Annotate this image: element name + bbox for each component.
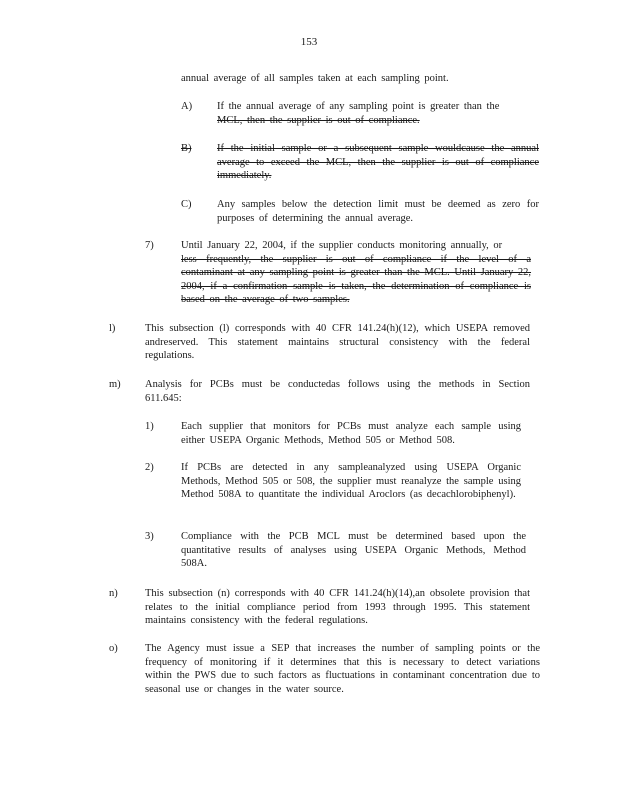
item-n-text: This subsection (n) corresponds with 40 CFR 141.24(h)(14),an obsolete provision that relates to the initial compliance period from 1993 through 1995. This statement maintains consistency with the federal regulations. — [145, 588, 530, 626]
item-m2-text: If PCBs are detected in any sampleanalyzed using USEPA Organic Methods, Method 505 or 508, the supplier must reanalyze the sample using Method 508A to quantitate the individual Aroclors (as decachlorobiphenyl). — [181, 462, 521, 500]
subitem-b-label: B) — [181, 143, 192, 154]
continued-paragraph: annual average of all samples taken at each sampling point. — [181, 73, 449, 84]
item-m-text: Analysis for PCBs must be conductedas follows using the methods in Section 611.645: — [145, 379, 530, 404]
item-l-text: This subsection (l) corresponds with 40 CFR 141.24(h)(12), which USEPA removed andreserved. This statement maintains structural consistency with the federal regulations. — [145, 323, 530, 361]
item-7-struck-text: less frequently, the supplier is out of compliance if the level of a contaminant at any sampling point is greater than the MCL. Until January 22, 2004, if a confirmation sample is taken, the determination of compliance is based on the average of two samples. — [181, 253, 532, 305]
item-m2-label: 2) — [145, 462, 154, 473]
item-o-label: o) — [109, 643, 118, 654]
item-m-label: m) — [109, 379, 121, 390]
item-m1-label: 1) — [145, 421, 154, 432]
subitem-c-label: C) — [181, 199, 192, 210]
subitem-b-struck-text: If the initial sample or a subsequent sample wouldcause the annual average to exceed the MCL, then the supplier is out of compliance immediately. — [217, 143, 539, 181]
item-7-label: 7) — [145, 240, 154, 251]
item-7 — [181, 239, 531, 307]
item-l-label: l) — [109, 323, 116, 334]
item-7-text: Until January 22, 2004, if the supplier conducts monitoring annually, or — [181, 240, 503, 251]
item-n-label: n) — [109, 588, 118, 599]
subitem-a-struck-text: MCL, then the supplier is out of compliance. — [217, 114, 420, 126]
page-number: 153 — [300, 36, 318, 48]
subitem-a-label: A) — [181, 101, 193, 112]
item-m3-text: Compliance with the PCB MCL must be determined based upon the quantitative results of analyses using USEPA Organic Methods, Method 508A. — [181, 531, 526, 569]
item-o-text: The Agency must issue a SEP that increases the number of sampling points or the frequency of monitoring if it determines that this is necessary to detect variations within the PWS due to such factors as fluctuations in contaminant concentration due to seasonal use or changes in the water source. — [145, 643, 540, 695]
item-m1-text: Each supplier that monitors for PCBs must analyze each sample using either USEPA Organic Methods, Method 505 or Method 508. — [181, 421, 521, 446]
item-m3-label: 3) — [145, 531, 154, 542]
subitem-a-text: If the annual average of any sampling point is greater than the — [217, 101, 500, 112]
subitem-c-text: Any samples below the detection limit must be deemed as zero for purposes of determining the annual average. — [217, 199, 539, 224]
subitem-a — [217, 100, 539, 127]
